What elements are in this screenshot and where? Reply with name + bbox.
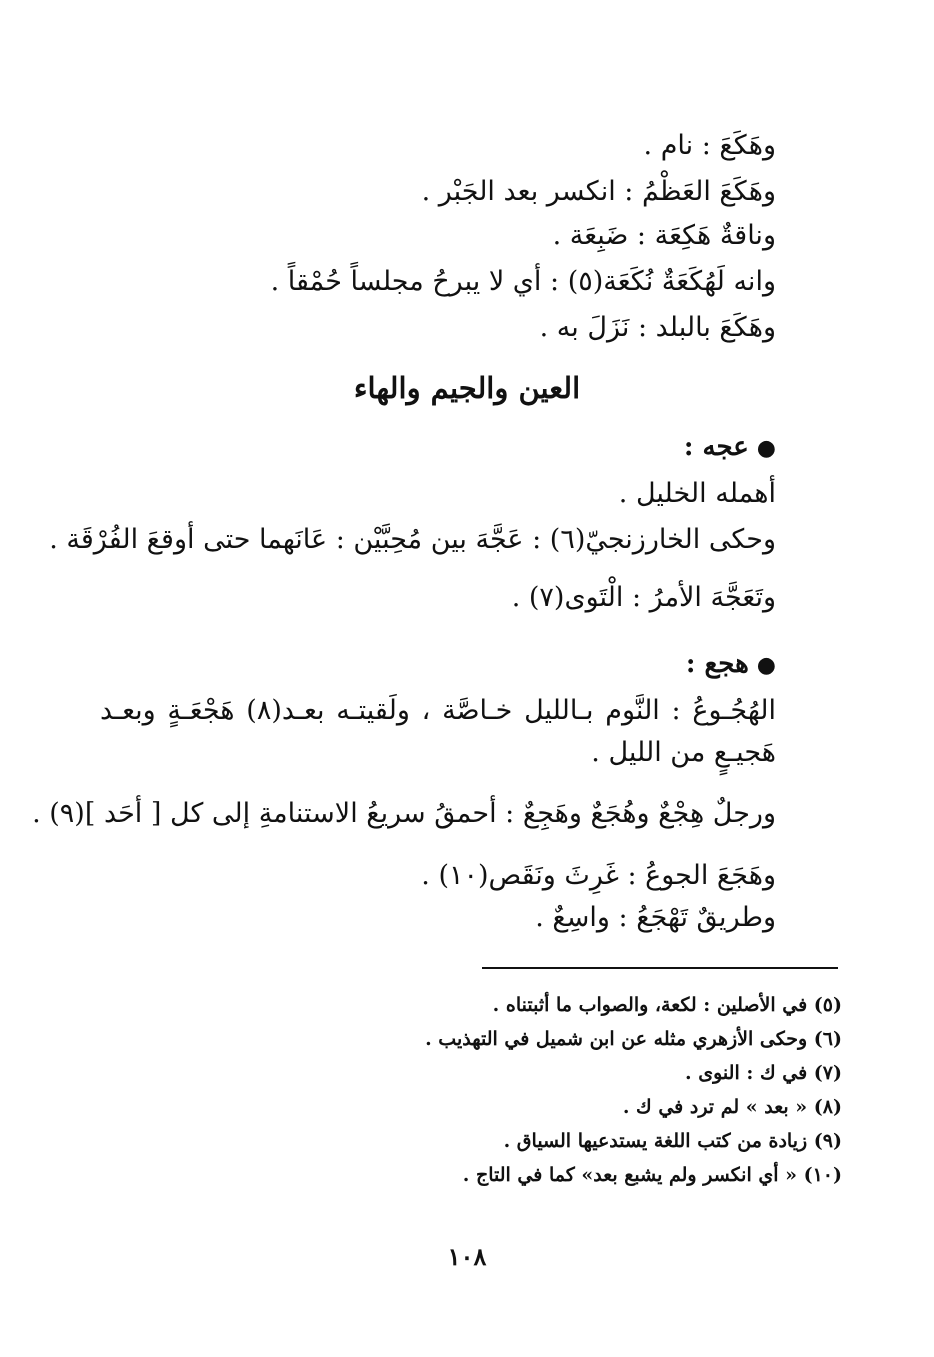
- text-line: وحكى الخارزنجيّ(٦) : عَجَّهَ بين مُحِبَّيْن : عَانَهما حتى أوقعَ الفُرْقَة .: [49, 524, 776, 555]
- text-line-1: وهَكَعَ : نام .: [643, 130, 776, 161]
- page-number: ١٠٨: [447, 1242, 487, 1271]
- footnote: (٩) زيادة من كتب اللغة يستدعيها السياق .: [503, 1130, 842, 1152]
- section-heading: العين والجيم والهاء: [353, 371, 581, 405]
- footnote: (١٠) « أي انكسر ولم يشبع بعد» كما في التاج .: [462, 1164, 842, 1186]
- footnote: (٧) في ك : النوى .: [685, 1062, 842, 1084]
- text-line: وطريقٌ تَهْجَعُ : واسِعٌ .: [535, 902, 776, 933]
- entry-heading-hajaa: [686, 645, 776, 684]
- footnote: (٦) وحكى الأزهري مثله عن ابن شميل في التهذيب .: [425, 1028, 842, 1050]
- footnote: (٨) « بعد » لم ترد في ك .: [622, 1096, 842, 1118]
- bullet-icon: ●: [756, 652, 776, 678]
- text-line: أهمله الخليل .: [618, 478, 776, 509]
- footnote: (٥) في الأصلين : لكعة، والصواب ما أثبتناه .: [492, 994, 842, 1016]
- paragraph: الهُجُـوعُ : النَّوم بـالليل خـاصَّة ، ولَقيتـه بعـد(٨) هَجْعَـةٍ وبعـد هَجيـعٍ من الليل .: [100, 695, 776, 768]
- footnote-divider: [482, 967, 838, 969]
- bullet-icon: ●: [756, 435, 776, 461]
- text-line-4: وانه لَهُكَعَةٌ نُكَعَة(٥) : أي لا يبرحُ مجلساً حُمْقاً .: [270, 266, 776, 297]
- text-line-2: وهَكَعَ العَظْمُ : انكسر بعد الجَبْر .: [421, 176, 776, 207]
- text-line-3: وناقةٌ هَكِعَة : ضَبِعَة .: [552, 220, 776, 251]
- entry-heading-label: هجع :: [685, 649, 749, 679]
- text-line: ورجلٌ هِجْعٌ وهُجَعٌ وهَجِعٌ : أحمقُ سريعُ الاستنامةِ إلى كل [ أحَد ](٩) .: [32, 798, 776, 829]
- entry-heading-ajah: [684, 428, 776, 467]
- text-line: وتَعَجَّهَ الأمرُ : الْتَوى(٧) .: [511, 582, 776, 613]
- text-line: وهَجَعَ الجوعُ : غَرِثَ ونَقَص(١٠) .: [421, 860, 776, 891]
- entry-heading-label: عجه :: [683, 432, 749, 462]
- text-line-5: وهَكَعَ بالبلد : نَزَلَ به .: [539, 312, 776, 343]
